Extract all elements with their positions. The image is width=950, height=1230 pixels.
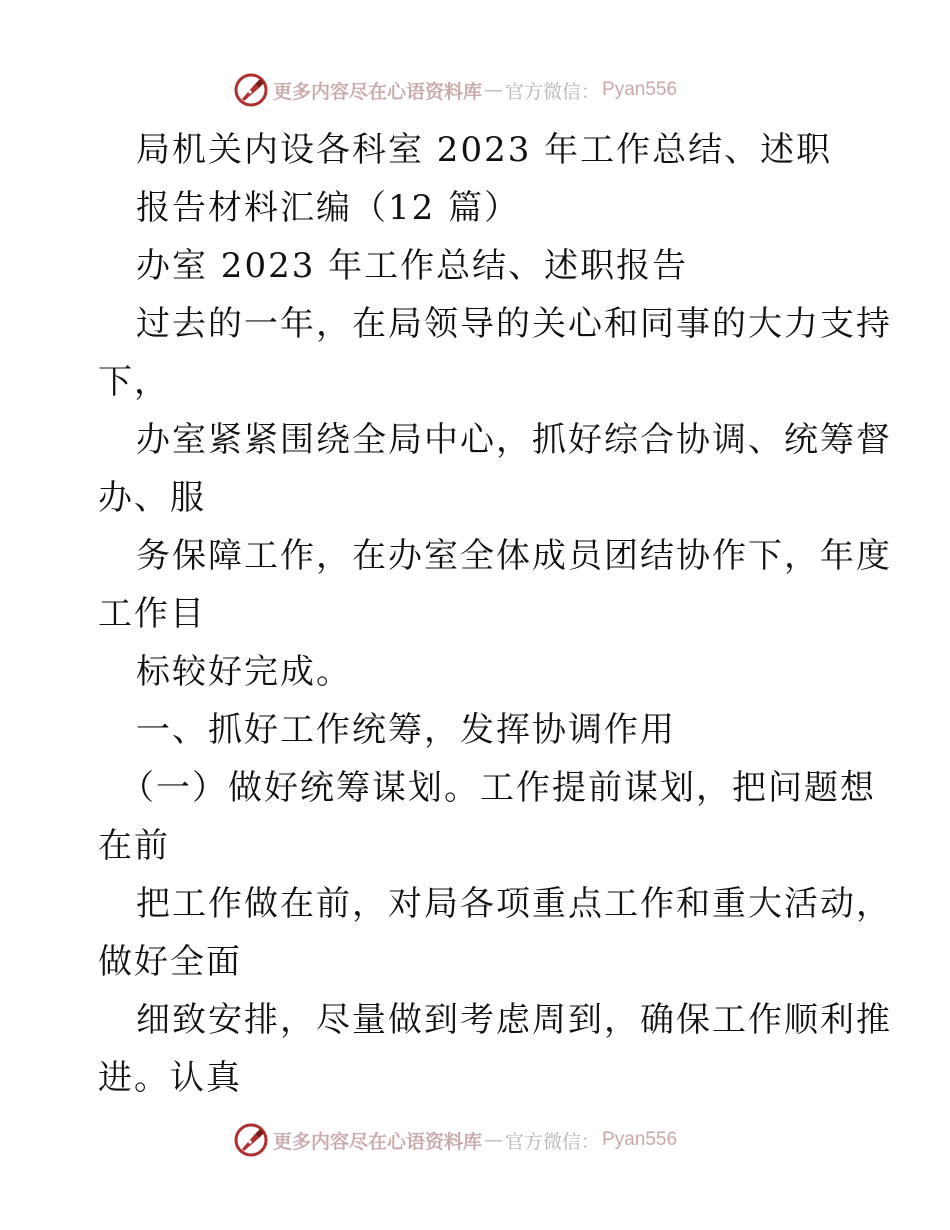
paragraph-line: 下， xyxy=(98,362,170,402)
paragraph-line: （一）做好统筹谋划。工作提前谋划，把问题想 xyxy=(120,768,876,808)
paragraph-line: 工作目 xyxy=(98,594,206,634)
paragraph-line: 办、服 xyxy=(98,478,206,518)
watermark-banner-top xyxy=(233,70,677,110)
watermark-separator: — xyxy=(484,1129,504,1151)
subsection-heading: 一、抓好工作统筹，发挥协调作用 xyxy=(136,710,676,750)
paragraph-line: 过去的一年，在局领导的关心和同事的大力支持 xyxy=(136,304,892,344)
pen-nib-logo-icon xyxy=(233,72,269,108)
paragraph-line: 办室紧紧围绕全局中心，抓好综合协调、统筹督 xyxy=(136,420,892,460)
pen-nib-logo-icon xyxy=(233,1122,269,1158)
paragraph-line: 务保障工作，在办室全体成员团结协作下，年度 xyxy=(136,536,892,576)
watermark-wechat-label: 官方微信： xyxy=(505,80,601,103)
watermark-wechat-label: 官方微信： xyxy=(505,1130,601,1153)
watermark-text: 更多内容尽在心语资料库 xyxy=(273,80,483,103)
paragraph-line: 进。认真 xyxy=(98,1058,242,1098)
watermark-separator: — xyxy=(484,79,504,101)
paragraph-line: 在前 xyxy=(98,826,170,866)
doc-title-line-2: 报告材料汇编（12 篇） xyxy=(136,188,521,228)
watermark-banner-bottom xyxy=(233,1120,677,1160)
paragraph-line: 把工作做在前，对局各项重点工作和重大活动， xyxy=(136,884,892,924)
watermark-wechat-id: Pyan556 xyxy=(602,1129,678,1150)
doc-title-line-1: 局机关内设各科室 2023 年工作总结、述职 xyxy=(136,130,833,170)
paragraph-line: 细致安排，尽量做到考虑周到，确保工作顺利推 xyxy=(136,1000,892,1040)
paragraph-line: 做好全面 xyxy=(98,942,242,982)
paragraph-line: 标较好完成。 xyxy=(136,652,352,692)
section-heading: 办室 2023 年工作总结、述职报告 xyxy=(136,246,689,286)
watermark-text: 更多内容尽在心语资料库 xyxy=(273,1130,483,1153)
watermark-wechat-id: Pyan556 xyxy=(602,79,678,100)
